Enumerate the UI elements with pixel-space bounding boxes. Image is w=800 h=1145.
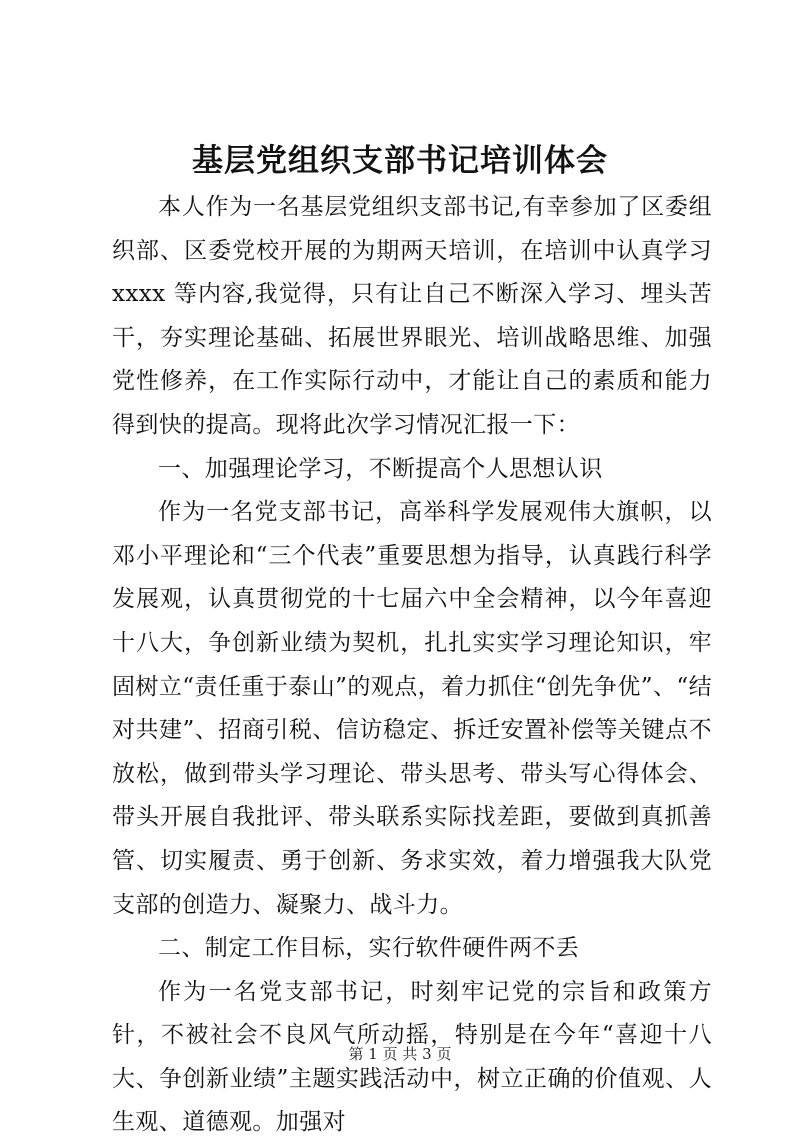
paragraph-section-2: 作为一名党支部书记，时刻牢记党的宗旨和政策方针，不被社会不良风气所动摇，特别是在今年“喜迎十八大、争创新业绩”主题实践活动中，树立正确的价值观、人生观、道德观。加强对	[112, 978, 712, 1136]
paragraph-intro: 本人作为一名基层党组织支部书记,有幸参加了区委组织部、区委党校开展的为期两天培训，在培训中认真学习 xxxx 等内容,我觉得，只有让自己不断深入学习、埋头苦干，夯实理论基础、拓展世界眼光、培训战略思维、加强党性修养，在工作实际行动中，才能让自己的素质和能力得到快的提高。现将此次学习情况汇报一下：	[112, 194, 712, 438]
page-number-footer: 第 1 页 共 3 页	[348, 1045, 452, 1063]
paragraph-section-1: 作为一名党支部书记，高举科学发展观伟大旗帜，以邓小平理论和“三个代表”重要思想为指导，认真践行科学发展观，认真贯彻党的十七届六中全会精神，以今年喜迎十八大，争创新业绩为契机，扎扎实实学习理论知识，牢固树立“责任重于泰山”的观点，着力抓住“创先争优”、“结对共建”、招商引税、信访稳定、拆迁安置补偿等关键点不放松，做到带头学习理论、带头思考、带头写心得体会、带头开展自我批评、带头联系实际找差距，要做到真抓善管、切实履责、勇于创新、务求实效，着力增强我大队党支部的创造力、凝聚力、战斗力。	[112, 499, 712, 918]
document-body	[112, 186, 712, 1145]
document-title: 基层党组织支部书记培训体会	[192, 143, 608, 179]
section-heading-1: 一、加强理论学习，不断提高个人思想认识	[158, 455, 603, 482]
section-heading-2: 二、制定工作目标，实行软件硬件两不丢	[158, 935, 580, 962]
